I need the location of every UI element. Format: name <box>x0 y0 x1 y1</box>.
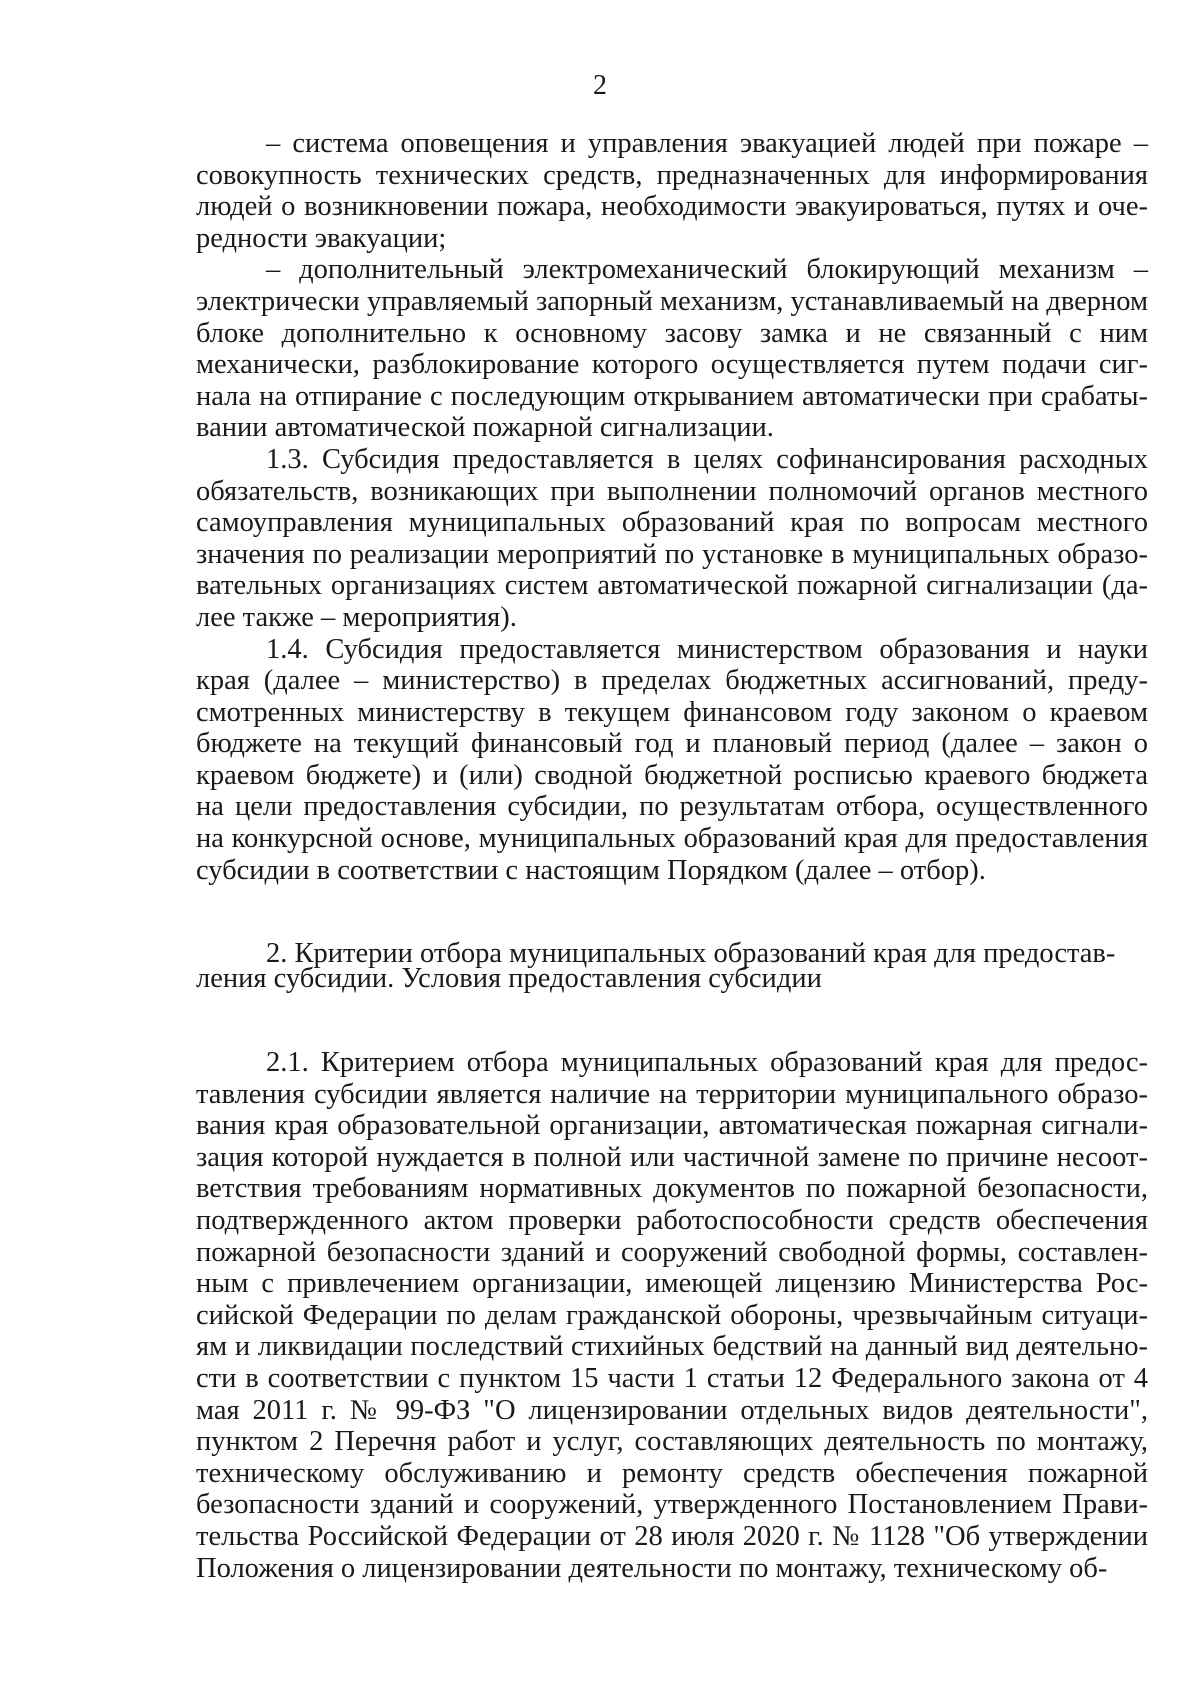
section-1-text <box>196 128 1148 886</box>
paragraph-definition-locking-mechanism: – дополнительный электромеханический блокирующий механизм – электрически управляемый запорный механизм, устанавливаемый на дверном блоке дополнительно к основному засову замка и не связанный с ним механически, разблокирование которого осуществляется путем подачи сигнала на отпирание с последующим открыванием автоматически при срабатывании автоматической пожарной сигнализации. <box>196 254 1148 444</box>
page-number: 2 <box>593 70 607 101</box>
paragraph-1-3: 1.3. Субсидия предоставляется в целях софинансирования расходных обязательств, возникающих при выполнении полномочий органов местного самоуправления муниципальных образований края по вопросам местного значения по реализации мероприятий по установке в муниципальных образовательных организациях систем автоматической пожарной сигнализации (далее также – мероприятия). <box>196 443 1148 633</box>
paragraph-definition-warning-system: – система оповещения и управления эвакуацией людей при пожаре – совокупность технических средств, предназначенных для информирования людей о возникновении пожара, необходимости эвакуироваться, путях и очередности эвакуации; <box>196 128 1148 254</box>
paragraph-1-4: 1.4. Субсидия предоставляется министерством образования и науки края (далее – министерство) в пределах бюджетных ассигнований, предусмотренных министерству в текущем финансовом году законом о краевом бюджете на текущий финансовый год и плановый период (далее – закон о краевом бюджете) и (или) сводной бюджетной росписью краевого бюджета на цели предоставления субсидии, по результатам отбора, осуществленного на конкурсной основе, муниципальных образований края для предоставления субсидии в соответствии с настоящим Порядком (далее – отбор). <box>196 633 1148 886</box>
section-2-text <box>196 1047 1148 1584</box>
section-heading-2: 2. Критерии отбора муниципальных образований края для предоставления субсидии. Условия предоставления субсидии <box>196 938 1116 994</box>
paragraph-2-1: 2.1. Критерием отбора муниципальных образований края для предоставления субсидии является наличие на территории муниципального образования края образовательной организации, автоматическая пожарная сигнализация которой нуждается в полной или частичной замене по причине несоответствия требованиям нормативных документов по пожарной безопасности, подтвержденного актом проверки работоспособности средств обеспечения пожарной безопасности зданий и сооружений свободной формы, составленным с привлечением организации, имеющей лицензию Министерства Российской Федерации по делам гражданской обороны, чрезвычайным ситуациям и ликвидации последствий стихийных бедствий на данный вид деятельности в соответствии с пунктом 15 части 1 статьи 12 Федерального закона от 4 мая 2011 г. № 99-ФЗ "О лицензировании отдельных видов деятельности", пунктом 2 Перечня работ и услуг, составляющих деятельность по монтажу, техническому обслуживанию и ремонту средств обеспечения пожарной безопасности зданий и сооружений, утвержденного Постановлением Правительства Российской Федерации от 28 июля 2020 г. № 1128 "Об утверждении Положения о лицензировании деятельности по монтажу, техническому об- <box>196 1047 1148 1584</box>
